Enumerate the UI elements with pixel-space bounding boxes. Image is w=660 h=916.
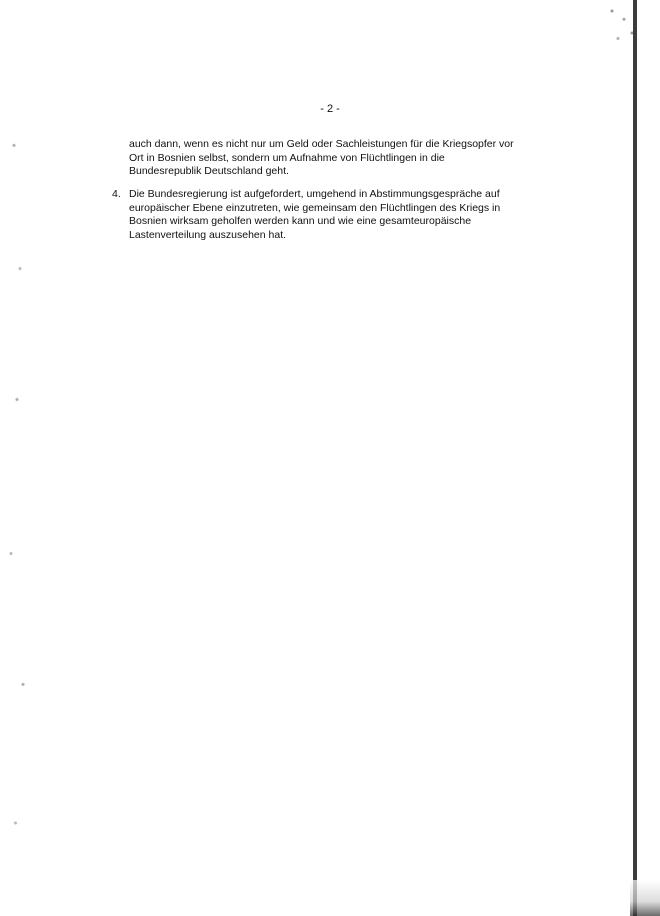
- scan-artifact-margin: [637, 0, 660, 916]
- continuation-paragraph: [129, 138, 549, 179]
- list-item-line: Lastenverteilung auszusehen hat.: [129, 228, 287, 241]
- scan-artifact-bottom-right: [630, 880, 660, 916]
- paragraph-line: Ort in Bosnien selbst, sondern um Aufnahme von Flüchtlingen in die: [129, 151, 445, 164]
- list-item-line: europäischer Ebene einzutreten, wie gemeinsam den Flüchtlingen des Kriegs in: [129, 201, 501, 214]
- scan-artifact-left-specks: [2, 130, 32, 900]
- list-item-marker: 4.: [112, 188, 121, 200]
- list-item-line: Bosnien wirksam geholfen werden kann und wie eine gesamteuropäische: [129, 215, 472, 228]
- page-number: - 2 -: [320, 103, 340, 115]
- list-item-text: [129, 188, 549, 242]
- paragraph-line: auch dann, wenn es nicht nur um Geld oder Sachleistungen für die Kriegsopfer vor: [129, 138, 514, 150]
- paragraph-line: Bundesrepublik Deutschland geht.: [129, 165, 289, 178]
- list-item-line: Die Bundesregierung ist aufgefordert, umgehend in Abstimmungsgespräche auf: [129, 188, 500, 200]
